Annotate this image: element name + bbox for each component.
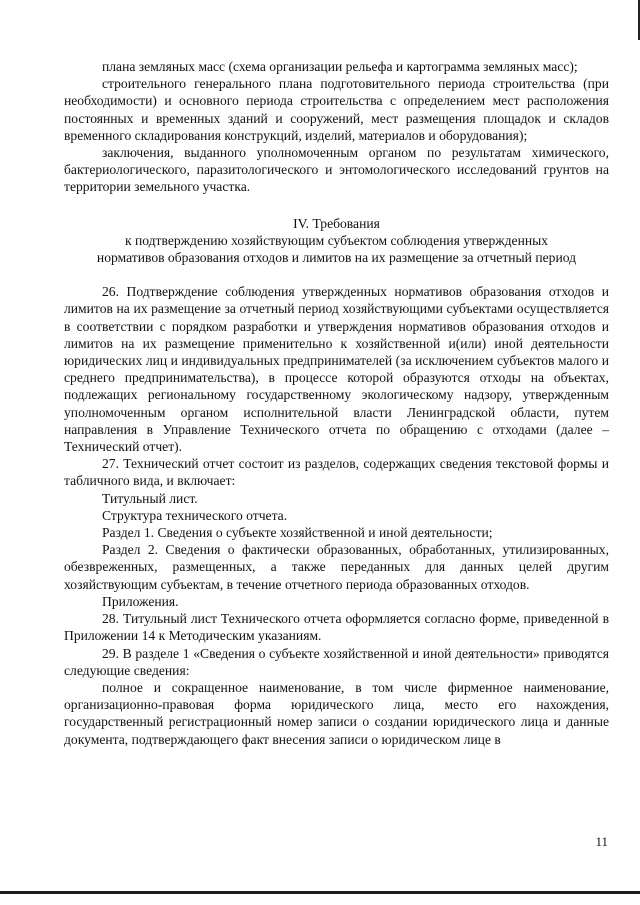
list-item-section-2: Раздел 2. Сведения о фактически образованных, обработанных, утилизированных, обезвреженных, размещенных, а также переданных для данных целей другим хозяйствующим субъектам, в течение отчетного периода образованных отходов. [64, 542, 609, 592]
paragraph-28: 28. Титульный лист Технического отчета оформляется согласно форме, приведенной в Приложении 14 к Методическим указаниям. [64, 611, 609, 644]
scan-bottom-edge [0, 891, 640, 894]
paragraph-soil-conclusion: заключения, выданного уполномоченным органом по результатам химического, бактериологического, паразитологического и энтомологического исследований грунтов на территории земельного участка. [64, 145, 609, 195]
page-number: 11 [595, 834, 608, 849]
list-item-appendices: Приложения. [102, 593, 179, 609]
paragraph-29-details: полное и сокращенное наименование, в том числе фирменное наименование, организационно-правовая форма юридического лица, место его нахождения, государственный регистрационный номер записи о создании юридического лица и данные документа, подтверждающего факт внесения записи о юридическом лице в [64, 679, 609, 747]
paragraph-29: 29. В разделе 1 «Сведения о субъекте хозяйственной и иной деятельности» приводятся следующие сведения: [64, 645, 609, 678]
paragraph-27: 27. Технический отчет состоит из разделов, содержащих сведения текстовой формы и табличного вида, и включает: [64, 456, 609, 489]
section-spacer [64, 266, 609, 283]
section-subtitle-line-2: нормативов образования отходов и лимитов на их размещение за отчетный период [96, 250, 577, 266]
list-item-structure: Структура технического отчета. [102, 507, 288, 523]
section-title: IV. Требования [293, 215, 380, 231]
list-item-title-sheet: Титульный лист. [102, 490, 198, 506]
document-page [64, 58, 609, 748]
section-subtitle-line-1: к подтверждению хозяйствующим субъектом соблюдения утвержденных [124, 232, 549, 248]
paragraph-earth-masses: плана земляных масс (схема организации рельефа и картограмма земляных масс); [102, 59, 578, 74]
paragraph-26: 26. Подтверждение соблюдения утвержденных нормативов образования отходов и лимитов на их размещение за отчетный период хозяйствующими субъектами осуществляется в соответствии с порядком разработки и утверждения нормативов образования отходов и лимитов на их размещение применительно к хозяйственной и(или) иной деятельности юридических лиц и индивидуальных предпринимателей (за исключением субъектов малого и среднего предпринимательства), в процессе которой образуются отходы на объектах, подлежащих региональному государственному экологическому надзору, утвержденным уполномоченным органом исполнительной власти Ленинградской области, путем направления в Управление Технического отчета по обращению с отходами (далее – Технический отчет). [64, 284, 609, 455]
paragraph-construction-plan: строительного генерального плана подготовительного периода строительства (при необходимости) и основного периода строительства с определением мест расположения постоянных и временных зданий и сооружений, мест размещения площадок и складов временного складирования конструкций, изделий, материалов и оборудования); [64, 76, 609, 143]
list-item-section-1: Раздел 1. Сведения о субъекте хозяйственной и иной деятельности; [102, 525, 493, 541]
